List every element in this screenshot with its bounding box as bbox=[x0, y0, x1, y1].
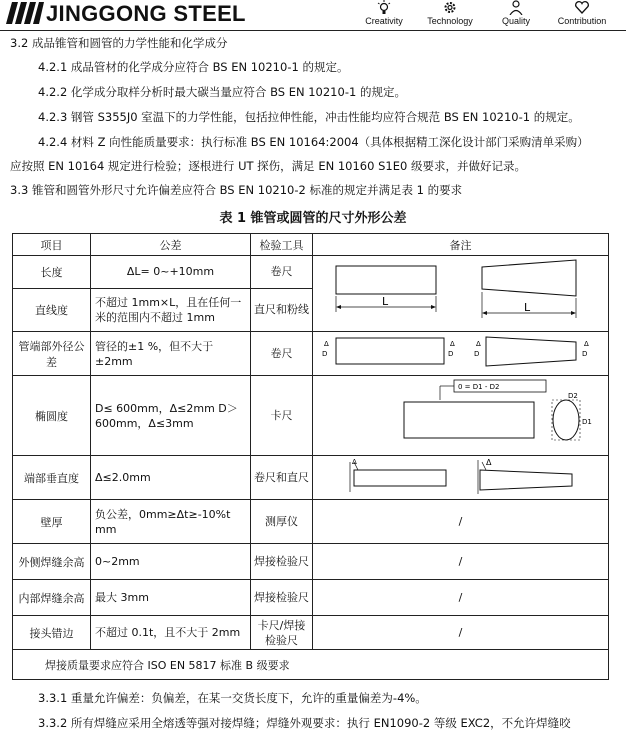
feature-label: Technology bbox=[427, 16, 473, 26]
delta-label: Δ bbox=[449, 340, 455, 348]
table-row bbox=[13, 332, 609, 376]
cell-tolerance: 管径的±1 %，但不大于±2mm bbox=[91, 332, 251, 376]
end-squareness-diagram bbox=[314, 456, 608, 496]
diameter-delta-label: D bbox=[321, 350, 327, 358]
cell-tool: 卡尺/焊接检验尺 bbox=[251, 616, 313, 650]
table-row bbox=[13, 580, 609, 616]
cell-item: 内部焊缝余高 bbox=[13, 580, 91, 616]
cell-tool: 卷尺和直尺 bbox=[251, 456, 313, 500]
table-row bbox=[13, 544, 609, 580]
jinggong-logo-icon bbox=[6, 2, 44, 24]
delta-label: Δ bbox=[323, 340, 329, 348]
cell-remarks-diagram bbox=[313, 376, 609, 456]
section-3-2-heading: 3.2 成品锥管和圆管的力学性能和化学成分 bbox=[10, 36, 228, 50]
feature-creativity bbox=[358, 0, 410, 26]
brand-name: JINGGONG STEEL bbox=[46, 1, 246, 26]
lightbulb-icon bbox=[376, 0, 392, 15]
paragraph-3-3-1: 3.3.1 重量允许偏差：负偏差，在某一交货长度下，允许的重量偏差为-4%。 bbox=[38, 691, 427, 705]
paragraph-4-2-2: 4.2.2 化学成分取样分析时最大碳当量应符合 BS EN 10210-1 的规定。 bbox=[38, 85, 406, 99]
delta-label: Δ bbox=[583, 340, 589, 348]
d2-label: D2 bbox=[567, 392, 578, 400]
cell-tolerance: 最大 3mm bbox=[91, 580, 251, 616]
heart-icon bbox=[574, 0, 590, 15]
cell-remarks: / bbox=[313, 580, 609, 616]
cell-tolerance: 不超过 1mm×L，且在任何一米的范围内不超过 1mm bbox=[91, 288, 251, 331]
d1-label: D1 bbox=[581, 418, 592, 426]
cell-tool: 卷尺 bbox=[251, 332, 313, 376]
feature-contribution bbox=[556, 0, 608, 26]
tolerance-table bbox=[12, 233, 609, 680]
cell-remarks: / bbox=[313, 544, 609, 580]
length-label: L bbox=[381, 295, 388, 308]
section-3-3-heading: 3.3 锥管和圆管外形尺寸允许偏差应符合 BS EN 10210-2 标准的规定并满足表 1 的要求 bbox=[10, 183, 463, 197]
cell-item: 端部垂直度 bbox=[13, 456, 91, 500]
paragraph-4-2-4-line1: 4.2.4 材料 Z 向性能质量要求：执行标准 BS EN 10164:2004（具体根据精工深化设计部门采购清单采购） bbox=[38, 135, 589, 149]
column-header-item: 项目 bbox=[13, 234, 91, 256]
taper-squareness-delta-label: Δ bbox=[485, 458, 491, 467]
delta-label: Δ bbox=[475, 340, 481, 348]
diameter-label: D bbox=[473, 350, 479, 358]
cell-tool: 测厚仪 bbox=[251, 500, 313, 544]
cell-remarks-diagram bbox=[313, 456, 609, 500]
table-row bbox=[13, 616, 609, 650]
end-diameter-diagram bbox=[314, 332, 608, 372]
feature-label: Contribution bbox=[557, 16, 607, 26]
feature-list bbox=[358, 0, 608, 26]
paragraph-4-2-4-line2: 应按照 EN 10164 规定进行检验；逐根进行 UT 探伤，满足 EN 10160 S1E0 级要求，并做好记录。 bbox=[10, 159, 526, 173]
cell-item: 外侧焊缝余高 bbox=[13, 544, 91, 580]
column-header-remarks: 备注 bbox=[313, 234, 609, 256]
paragraph-4-2-1: 4.2.1 成品管材的化学成分应符合 BS EN 10210-1 的规定。 bbox=[38, 60, 349, 74]
cell-tolerance: 不超过 0.1t，且不大于 2mm bbox=[91, 616, 251, 650]
person-icon bbox=[508, 0, 524, 15]
cell-tool: 卡尺 bbox=[251, 376, 313, 456]
cell-item: 直线度 bbox=[13, 288, 91, 331]
cell-remarks: / bbox=[313, 500, 609, 544]
cell-tolerance: ΔL= 0~+10mm bbox=[91, 256, 251, 289]
cell-item: 壁厚 bbox=[13, 500, 91, 544]
table-caption: 表 1 锥管或圆管的尺寸外形公差 bbox=[219, 211, 407, 226]
table-footer-row bbox=[13, 650, 609, 680]
cell-item: 接头错边 bbox=[13, 616, 91, 650]
ovality-diagram bbox=[314, 376, 608, 452]
table-header-row bbox=[13, 234, 609, 256]
taper-length-label: L bbox=[523, 301, 530, 314]
paragraph-4-2-3: 4.2.3 钢管 S355J0 室温下的力学性能，包括拉伸性能，冲击性能均应符合规范 BS EN 10210-1 的规定。 bbox=[38, 110, 580, 124]
header-divider bbox=[0, 30, 626, 31]
cell-item: 椭圆度 bbox=[13, 376, 91, 456]
cell-tolerance: Δ≤2.0mm bbox=[91, 456, 251, 500]
column-header-tool: 检验工具 bbox=[251, 234, 313, 256]
ovality-formula: 0 = D1 - D2 bbox=[457, 383, 499, 391]
welding-quality-note: 焊接质量要求应符合 ISO EN 5817 标准 B 级要求 bbox=[13, 650, 609, 680]
cell-remarks-diagram bbox=[313, 256, 609, 332]
cell-item: 长度 bbox=[13, 256, 91, 289]
cell-remarks: / bbox=[313, 616, 609, 650]
table-row bbox=[13, 376, 609, 456]
table-row bbox=[13, 456, 609, 500]
feature-label: Creativity bbox=[365, 16, 403, 26]
cell-remarks-diagram bbox=[313, 332, 609, 376]
table-row bbox=[13, 256, 609, 289]
cell-tool: 直尺和粉线 bbox=[251, 288, 313, 331]
cell-item: 管端部外径公差 bbox=[13, 332, 91, 376]
cell-tolerance: 负公差，0mm≥Δt≥-10%t mm bbox=[91, 500, 251, 544]
cell-tolerance: 0~2mm bbox=[91, 544, 251, 580]
column-header-tolerance: 公差 bbox=[91, 234, 251, 256]
diameter-label: D bbox=[581, 350, 587, 358]
cell-tool: 焊接检验尺 bbox=[251, 580, 313, 616]
paragraph-3-3-2: 3.3.2 所有焊缝应采用全熔透等强对接焊缝；焊缝外观要求：执行 EN1090-2 等级 EXC2，不允许焊缝咬 bbox=[38, 716, 571, 730]
feature-quality bbox=[490, 0, 542, 26]
feature-label: Quality bbox=[501, 16, 530, 26]
cell-tool: 卷尺 bbox=[251, 256, 313, 289]
feature-technology bbox=[424, 0, 476, 26]
diameter-label: D bbox=[447, 350, 453, 358]
gear-icon bbox=[442, 0, 458, 15]
cell-tool: 焊接检验尺 bbox=[251, 544, 313, 580]
cell-tolerance: D≤ 600mm，Δ≤2mm D＞600mm，Δ≤3mm bbox=[91, 376, 251, 456]
squareness-delta-label: Δ bbox=[351, 458, 357, 466]
page-header bbox=[0, 0, 626, 30]
length-straightness-diagram bbox=[314, 256, 608, 328]
table-row bbox=[13, 500, 609, 544]
